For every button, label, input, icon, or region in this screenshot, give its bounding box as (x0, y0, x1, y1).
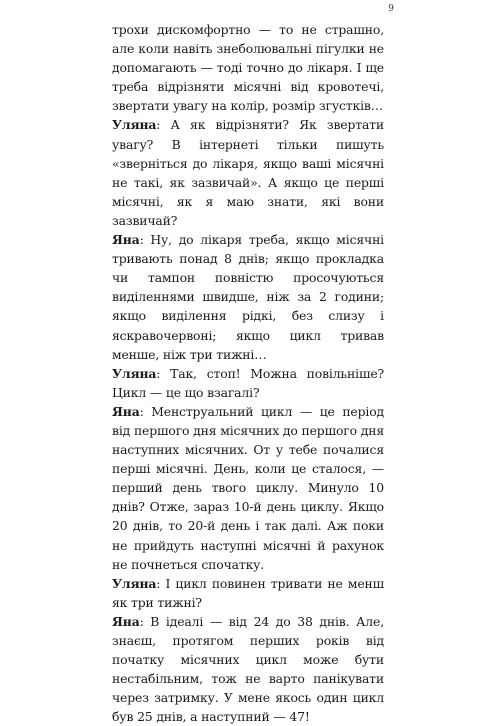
paragraph-text: трохи дискомфортно — то не страшно, але коли навіть знеболювальні пігулки не допомагають — тоді точно до лікаря. І ще треба відрізняти місячні від кровотечі, звертати увагу на колір, розмір згустків… (112, 22, 384, 114)
page-number: 9 (388, 4, 394, 14)
speaker-name: Уляна (112, 365, 157, 381)
paragraph-text: : Так, стоп! Можна повільніше? Цикл — це що взагалі? (112, 365, 384, 400)
paragraph-3 (112, 230, 384, 364)
speaker-name: Яна (112, 613, 140, 629)
paragraph-5 (112, 402, 384, 574)
speaker-name: Уляна (112, 117, 157, 133)
paragraph-text: : В ідеалі — від 24 до 38 днів. Але, знаєш, протягом перших років від початку місячних цикл може бути нестабільним, тож не варто панікувати через затримку. У мене якось один цикл був 25 днів, а наступний — 47! (112, 613, 384, 725)
paragraph-text: : А як відрізняти? Як звертати увагу? В інтернеті тільки пишуть «зверніться до лікаря, якщо ваші місячні не такі, як зазвичай». А якщо це перші місячні, як я маю знати, які вони зазвичай? (112, 117, 384, 228)
speaker-name: Яна (112, 403, 140, 419)
speaker-name: Уляна (112, 575, 157, 591)
page-body-text (112, 20, 384, 726)
paragraph-7 (112, 612, 384, 726)
paragraph-text: : Менструальний цикл — це період від першого дня місячних до першого дня наступних місячних. От у тебе почалися перші місячні. День, коли це сталося, — перший день твого циклу. Минуло 10 днів? Отже, зараз 10-й день циклу. Якщо 20 днів, то 20-й день і так далі. Аж поки не прийдуть наступні місячні й рахунок не почнеться спочатку. (112, 403, 384, 572)
paragraph-2 (112, 115, 384, 230)
speaker-name: Яна (112, 232, 140, 248)
paragraph-4 (112, 364, 384, 402)
paragraph-1 (112, 20, 384, 115)
paragraph-6 (112, 574, 384, 612)
paragraph-text: : Ну, до лікаря треба, якщо місячні тривають понад 8 днів; якщо прокладка чи тампон повністю просочуються виділеннями швидше, ніж за 2 години; якщо виділення рідкі, без слизу і яскравочервоні; якщо цикл тривав менше, ніж три тижні… (112, 232, 384, 362)
paragraph-text: : І цикл повинен тривати не менш як три тижні? (112, 575, 384, 610)
